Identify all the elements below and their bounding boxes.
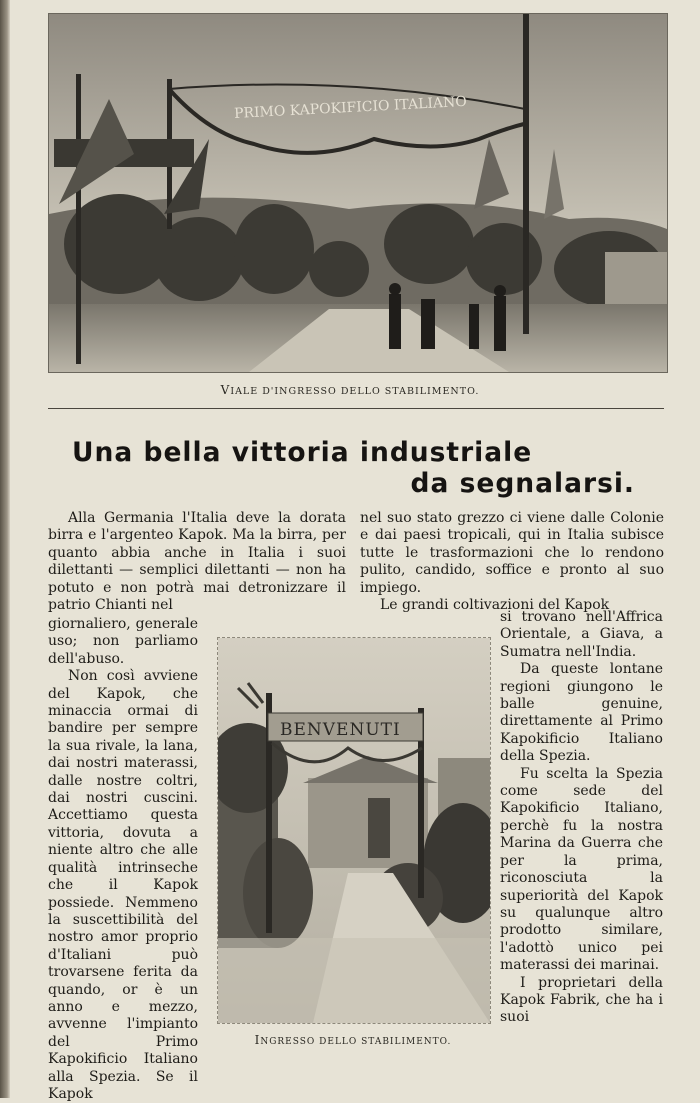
headline-line-2: da segnalarsi.	[410, 468, 635, 499]
paragraph-3: nel suo stato grezzo ci viene dalle Colonie e dai paesi tropicali, qui in Italia subisce tutte le trasformazioni che lo rendono pulito, candido, soffice e pronto al suo impiego.	[360, 510, 664, 596]
paragraph-1-start: Alla Germania l'Italia deve la dorata birra e l'argenteo Kapok. Ma la birra, per quanto abbia anche in Italia i suoi dilettanti — semplici dilettanti — non ha potuto e non potrà mai detronizzare il patrio Chianti nel	[48, 510, 346, 614]
paragraph-4-start: Le grandi coltivazioni del Kapok	[380, 597, 610, 614]
column-2-narrow	[500, 609, 663, 1027]
inset-photo-caption: INGRESSO DELLO STABILIMENTO.	[254, 1033, 452, 1047]
book-spine-edge	[0, 0, 10, 1098]
inset-photo-banner-text: BENVENUTI	[280, 720, 401, 740]
paragraph-5: Da queste lontane regioni giungono le balle genuine, direttamente al Primo Kapokificio Italiano della Spezia.	[500, 661, 663, 765]
paragraph-7: I proprietari della Kapok Fabrik, che ha i suoi	[500, 974, 663, 1026]
paragraph-4-end: si trovano nell'Affrica Orientale, a Giava, a Sumatra nell'India.	[500, 609, 663, 660]
column-1-narrow	[48, 616, 198, 1103]
paragraph-6: Fu scelta la Spezia come sede del Kapokificio Italiano, perchè fu la nostra Marina da Guerra che per la prima, riconosciuta la superiorità del Kapok su qualunque altro prodotto similare, l'adottò unico pei materassi dei marinai.	[500, 765, 663, 974]
top-photo-caption: VIALE D'INGRESSO DELLO STABILIMENTO.	[220, 383, 480, 397]
paragraph-1-end: giornaliero, generale uso; non parliamo dell'abuso.	[48, 616, 198, 667]
paragraph-2: Non così avviene del Kapok, che minaccia ormai di bandire per sempre la sua rivale, la lana, dai nostri materassi, dalle nostre coltri, dai nostri cuscini. Accettiamo questa vittoria, dovuta a niente altro che alle qualità intrinseche che il Kapok possiede. Nemmeno la suscettibilità del nostro amor proprio d'Italiani può trovarsene ferita da quando, or è un anno e mezzo, avvenne l'impianto del Primo Kapokificio Italiano alla Spezia. Se il Kapok	[48, 668, 198, 1102]
headline-line-1: Una bella vittoria industriale	[72, 437, 533, 468]
entrance-gate-photo	[217, 637, 491, 1024]
column-1-top	[48, 510, 346, 614]
entrance-avenue-photo	[48, 13, 668, 373]
section-divider	[48, 408, 664, 409]
column-2-top	[360, 510, 664, 614]
top-photo-banner-text: PRIMO KAPOKIFICIO ITALIANO	[233, 93, 468, 123]
